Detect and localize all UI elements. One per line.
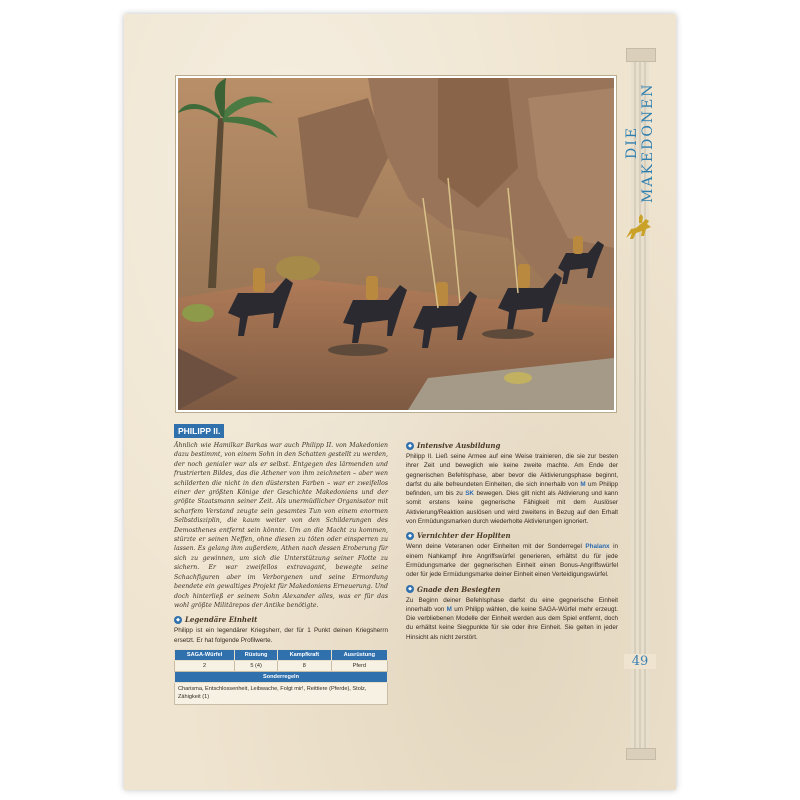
intro-paragraph: Ähnlich wie Hamilkar Barkas war auch Philipp II. von Makedonien dazu bestimmt, von einem Sohn in den Schatten gestellt zu werden, der noch genialer war als er selbst. Entgegen des lärmenden und frustrierten Bildes, das die Athener von ihm zeichneten – aber wen schilderten die nicht in den düstersten Farben – war er zweifellos einer der größten Könige der Geschichte Makedoniens und der größte Staatsmann seiner Zeit. Als unermüdlicher Organisator mit scharfem Verstand zeugte sein gesamtes Tun von einem enormen Selbstdisziplin, die kaum weiter von den Schilderungen des Demosthenes entfernt sein könnte. Um an die Macht zu kommen, stürzte er seinen Neffen, ohne diesen zu töten oder einsperren zu lassen. Es gelang ihm außerdem, Athen nach dessen Eroberung für sich zu gewinnen, um sich die Unterstützung seiner Flotte zu sichern. Er war zweifellos extravagant, bewegte seine Schachfiguren aber im Verborgenen und seine Ermordung beendete ein gewaltiges Projekt für Makedoniens Erneuerung. Und doch hinterließ er seinem Sohn Alexander alles, was er für das wohl größte Militärepos der Antike benötigte. [174, 442, 389, 609]
hoplite-text-1: Wenn deine Veteranen oder Einheiten mit der Sonderregel [406, 543, 582, 551]
right-column [406, 441, 618, 642]
stats-header-row [175, 649, 388, 660]
chapter-title: DIE MAKEDONEN [624, 82, 656, 204]
short-range-icon: SK [465, 490, 474, 498]
medium-range-icon: M [446, 605, 452, 613]
blue-circle-bullet-icon: ◆ [406, 442, 414, 450]
hoplite-heading [406, 531, 618, 540]
horse-rider-emblem-icon [622, 212, 656, 246]
legend-paragraph: Philipp ist ein legendärer Kriegsherr, der für 1 Punkt deinen Kriegsherrn ersetzt. Er hat folgende Profilwerte. [174, 627, 388, 644]
header-armor: Rüstung [235, 649, 278, 660]
training-heading [406, 441, 618, 450]
rules-row [175, 682, 388, 704]
medium-range-icon: M [580, 480, 586, 488]
column-capital [626, 48, 656, 62]
stats-value-row [175, 660, 388, 671]
legend-heading-text: Legendäre Einheit [185, 615, 258, 625]
header-saga-dice: SAGA-Würfel [175, 649, 235, 660]
blue-circle-bullet-icon: ◆ [406, 532, 414, 540]
rules-header: Sonderregeln [175, 671, 388, 682]
rules-header-row [175, 671, 388, 682]
training-heading-text: Intensive Ausbildung [417, 441, 501, 450]
defeated-paragraph [406, 596, 618, 642]
left-column [174, 441, 388, 705]
blue-circle-bullet-icon: ◆ [174, 616, 182, 624]
section-title: PHILIPP II. [174, 424, 224, 438]
legend-heading [174, 615, 388, 624]
defeated-heading [406, 585, 618, 594]
phalanx-keyword: Phalanx [585, 543, 610, 551]
value-equipment: Pferd [331, 660, 387, 671]
value-saga-dice: 2 [175, 660, 235, 671]
photo-illustration [178, 78, 614, 410]
hoplite-text-2: in einem Nahkampf ihre Angriffswürfel generieren, erhältst du für jede Ermüdungsmarke der gegnerischen Einheit einen Bonus-Angriffswürfel oder für jede Ermüdungsmarke deiner Einheit einen Verteidigungswürfel. [406, 543, 619, 579]
rules-text: Charisma, Entschlossenheit, Leibwache, Folgt mir!, Reittiere (Pferde), Stolz, Zähigkeit (1) [175, 682, 388, 704]
defeated-text-1: Zu Beginn deiner Befehlsphase darfst du eine gegnerische Einheit innerhalb von [406, 596, 618, 613]
header-equipment: Ausrüstung [331, 649, 387, 660]
training-text-3: bewegen. Dies gilt nicht als Aktivierung und kann somit erstens keine gegnerische Fähigkeit mit dem Auslöser Aktivierung/Reaktion auslösen und wird zweitens in Bezug auf den Erhalt von Ermüdungsmarken durch wiederholte Aktivierungen ignoriert. [406, 490, 618, 526]
value-combat: 8 [278, 660, 332, 671]
header-combat: Kampfkraft [278, 649, 332, 660]
defeated-text-2: um Philipp wählen, die keine SAGA-Würfel mehr erzeugt. Die verbliebenen Modelle der Einheit werden aus dem Spiel entfernt, doch du erhältst keine Siegpunkte für sie oder ihre Einheit. Sie gelten in jeder Hinsicht als nicht zerstört. [406, 605, 619, 641]
page-number: 49 [624, 654, 656, 669]
training-paragraph [406, 452, 618, 526]
training-text-2: um Philipp befinden, um bis zu [406, 480, 618, 498]
column-base [626, 748, 656, 760]
training-text-1: Philipp II. Ließ seine Armee auf eine Weise trainieren, die sie zur besten ihrer Zeit und beweglich wie keine zweite machte. Am Ende der gegnerischen Befehlsphase, aber bevor die Aktivierungsphase beginnt, darfst du alle befreundeten Einheiten, die sich innerhalb von [406, 453, 618, 488]
stats-table [174, 649, 388, 705]
hoplite-paragraph [406, 542, 618, 579]
miniatures-photo [176, 76, 616, 412]
hoplite-heading-text: Vernichter der Hopliten [417, 531, 511, 541]
defeated-heading-text: Gnade den Besiegten [417, 584, 501, 594]
blue-circle-bullet-icon: ◆ [406, 585, 414, 593]
value-armor: 5 (4) [235, 660, 278, 671]
